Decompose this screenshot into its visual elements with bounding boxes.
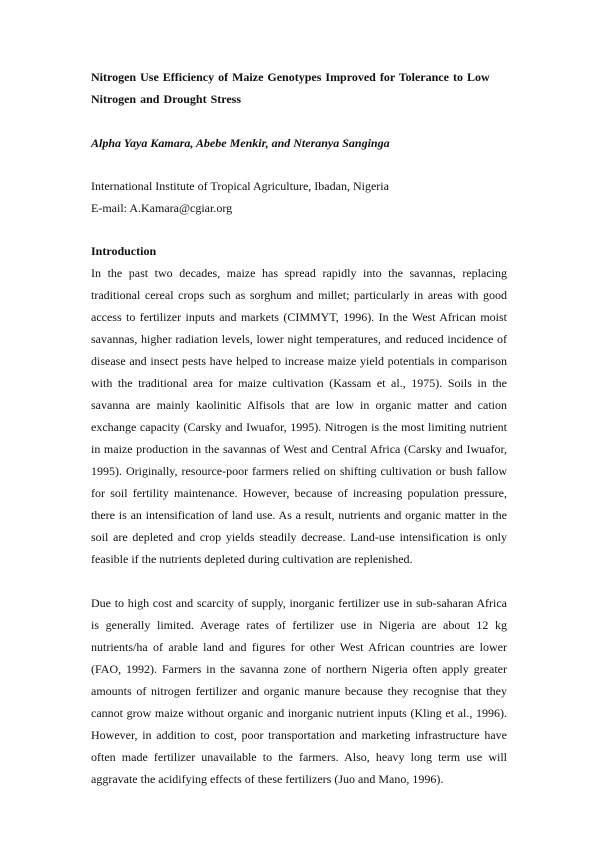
affiliation-block [91, 175, 507, 219]
paper-page [91, 66, 507, 790]
title-line-1: Nitrogen Use Efficiency of Maize Genotypes Improved for Tolerance to Low [91, 70, 490, 84]
contact-email: E-mail: A.Kamara@cgiar.org [91, 201, 233, 215]
intro-paragraph-2: Due to high cost and scarcity of supply, inorganic fertilizer use in sub-saharan Africa is generally limited. Average rates of fertilizer use in Nigeria are about 12 kg nutrients/ha of arable land and figures for other West African countries are lower (FAO, 1992). Farmers in the savanna zone of northern Nigeria often apply greater amounts of nitrogen fertilizer and organic manure because they recognise that they cannot grow maize without organic and inorganic nutrient inputs (Kling et al., 1996). However, in addition to cost, poor transportation and marketing infrastructure have often made fertilizer unavailable to the farmers. Also, heavy long term use will aggravate the acidifying effects of these fertilizers (Juo and Mano, 1996). [91, 596, 507, 786]
intro-paragraph-1: In the past two decades, maize has spread rapidly into the savannas, replacing traditional cereal crops such as sorghum and millet; particularly in areas with good access to fertilizer inputs and markets (CIMMYT, 1996). In the West African moist savannas, higher radiation levels, lower night temperatures, and reduced incidence of disease and insect pests have helped to increase maize yield potentials in comparison with the traditional area for maize cultivation (Kassam et al., 1975). Soils in the savanna are mainly kaolinitic Alfisols that are low in organic matter and cation exchange capacity (Carsky and Iwuafor, 1995). Nitrogen is the most limiting nutrient in maize production in the savannas of West and Central Africa (Carsky and Iwuafor, 1995). Originally, resource-poor farmers relied on shifting cultivation or bush fallow for soil fertility maintenance. However, because of increasing population pressure, there is an intensification of land use. As a result, nutrients and organic matter in the soil are depleted and crop yields steadily decrease. Land-use intensification is only feasible if the nutrients depleted during cultivation are replenished. [91, 266, 507, 566]
paper-title [91, 66, 507, 110]
section-heading-introduction: Introduction [91, 244, 157, 258]
title-line-2: Nitrogen and Drought Stress [91, 92, 242, 106]
affiliation: International Institute of Tropical Agriculture, Ibadan, Nigeria [91, 179, 389, 193]
author-list: Alpha Yaya Kamara, Abebe Menkir, and Nteranya Sanginga [91, 136, 390, 150]
